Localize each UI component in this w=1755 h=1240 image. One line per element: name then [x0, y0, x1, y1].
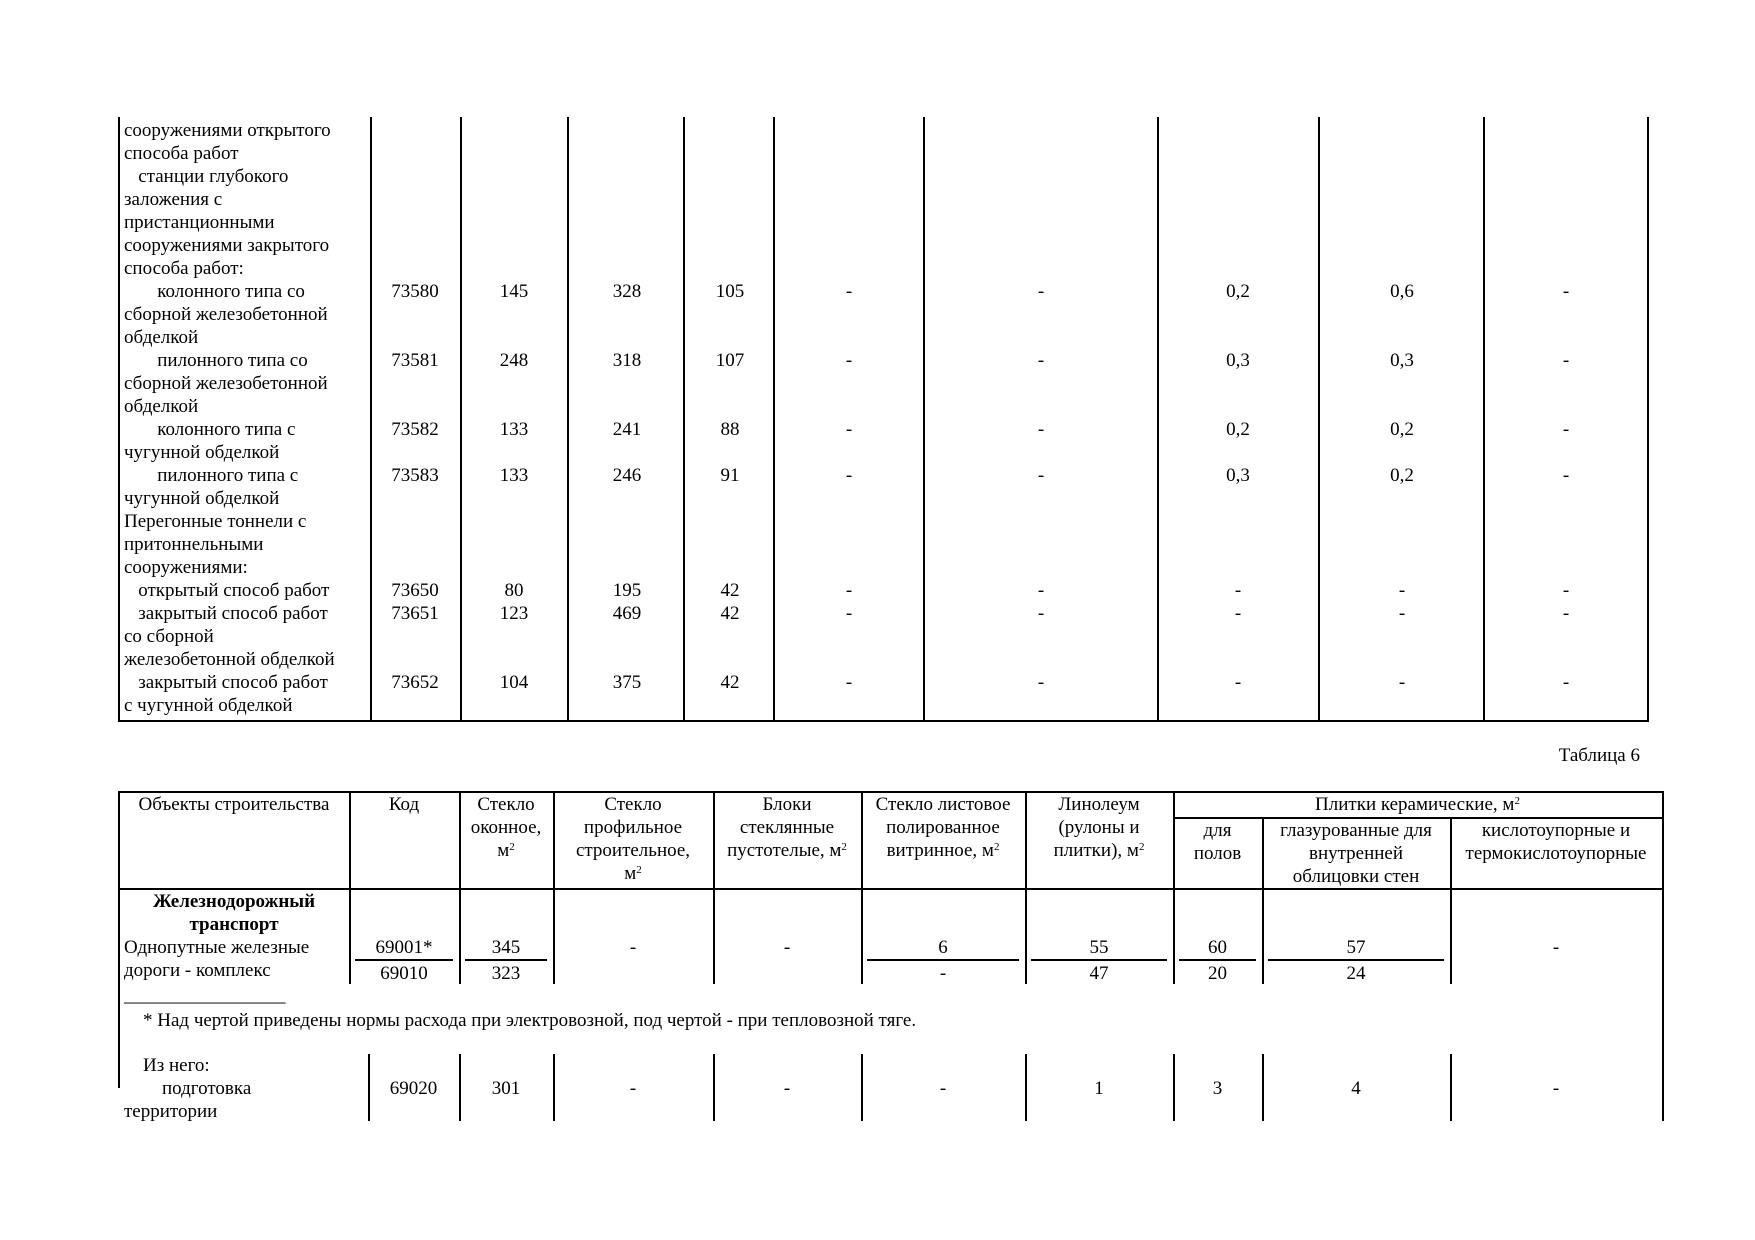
- table-border: [1262, 1054, 1264, 1121]
- fraction-bar: [867, 959, 1019, 961]
- header-line: Стекло: [477, 794, 535, 815]
- cell-value: -: [1398, 580, 1406, 601]
- row-name: [124, 936, 349, 982]
- cell-value: -: [845, 350, 853, 371]
- cell-value: 195: [612, 580, 642, 601]
- header-line: кислотоупорные и: [1481, 820, 1631, 841]
- header-line: полов: [1193, 843, 1242, 864]
- table-border: [713, 791, 715, 984]
- cell-value: -: [1234, 580, 1242, 601]
- row-name: [124, 510, 370, 579]
- unit-exponent: 2: [841, 841, 847, 853]
- cell-value: -: [1562, 465, 1570, 486]
- window-bottom: 323: [491, 963, 521, 984]
- cell-value: 145: [499, 281, 529, 302]
- fraction-bar: [355, 959, 453, 961]
- table-border: [861, 1054, 863, 1121]
- row-name: [124, 579, 370, 602]
- row-name-line: чугунной обделкой: [124, 442, 280, 463]
- table-border: [1173, 1054, 1175, 1121]
- cell-value: 246: [612, 465, 642, 486]
- floor-top: 60: [1208, 937, 1227, 958]
- cell-value: 0,3: [1390, 350, 1414, 371]
- table-border: [370, 117, 372, 720]
- row-name-line: способа работ: [124, 143, 239, 164]
- table-border: [459, 791, 461, 984]
- cell-value: -: [939, 1078, 947, 1099]
- row-name-line: сооружениями открытого: [124, 120, 331, 141]
- sheet-bottom: -: [939, 963, 947, 984]
- code-bottom: 69010: [380, 963, 428, 984]
- cell-value: 80: [504, 580, 524, 601]
- blocks-value: -: [783, 937, 791, 958]
- code-value: 73650: [391, 580, 439, 601]
- cell-value: 3: [1212, 1078, 1223, 1099]
- unit-exponent: 2: [636, 864, 642, 876]
- header-line: Линолеум: [1058, 794, 1140, 815]
- cell-value: 0,3: [1226, 465, 1250, 486]
- linoleum-bottom: 47: [1089, 963, 1109, 984]
- header-line: (рулоны и: [1058, 817, 1140, 838]
- cell-value: -: [1562, 281, 1570, 302]
- code-value: 73583: [391, 465, 439, 486]
- row-name: [124, 349, 370, 418]
- cell-value: -: [629, 1078, 637, 1099]
- row-name-line: открытый способ работ: [124, 580, 330, 601]
- table-border: [1025, 791, 1027, 984]
- cell-value: 105: [715, 281, 745, 302]
- row-name-line: обделкой: [124, 396, 199, 417]
- cell-value: 328: [612, 281, 642, 302]
- unit-exponent: 2: [993, 841, 1000, 853]
- cell-value: -: [845, 419, 853, 440]
- cell-value: -: [845, 603, 853, 624]
- fraction-bar: [1179, 959, 1256, 961]
- row-name-line: притоннельными: [124, 534, 264, 555]
- cell-value: -: [1037, 350, 1045, 371]
- cell-value: -: [1562, 350, 1570, 371]
- table-border: [118, 117, 120, 720]
- table-border: [1173, 817, 1663, 819]
- code-value: 73581: [391, 350, 439, 371]
- code-value: 73582: [391, 419, 439, 440]
- cell-value: -: [1037, 603, 1045, 624]
- header-line: для: [1203, 820, 1232, 841]
- cell-value: -: [1037, 419, 1045, 440]
- row-name-line: сооружениями:: [124, 557, 248, 578]
- row-name: [124, 464, 370, 510]
- row-name-line: сборной железобетонной: [124, 373, 328, 394]
- table-border: [1647, 117, 1649, 720]
- header-line: полированное: [886, 817, 1000, 838]
- row-name: [124, 1077, 349, 1123]
- table-border: [1318, 117, 1320, 720]
- cell-value: -: [845, 281, 853, 302]
- table-border: [1662, 791, 1664, 1121]
- header-tiles-glazed: [1262, 819, 1450, 888]
- cell-value: 4: [1351, 1078, 1361, 1099]
- cell-value: 91: [720, 465, 740, 486]
- header-line: Плитки керамические, м: [1315, 794, 1515, 815]
- table-border: [1262, 817, 1264, 984]
- header-line: пустотелые, м: [727, 840, 842, 861]
- linoleum-top: 55: [1089, 937, 1109, 958]
- header-line: глазурованные для: [1280, 820, 1432, 841]
- cell-value: -: [1562, 580, 1570, 601]
- row-name-line: колонного типа с: [124, 419, 296, 440]
- section-title-line: Железнодорожный: [152, 891, 316, 912]
- cell-value: -: [1562, 603, 1570, 624]
- cell-value: 0,3: [1226, 350, 1250, 371]
- row-name-line: закрытый способ работ: [124, 672, 328, 693]
- table-border: [861, 791, 863, 984]
- cell-value: 248: [499, 350, 529, 371]
- header-line: стеклянные: [739, 817, 835, 838]
- table-border: [713, 1054, 715, 1121]
- cell-value: -: [783, 1078, 791, 1099]
- row-name-line: станции глубокого: [124, 166, 289, 187]
- cell-value: 42: [720, 672, 740, 693]
- table-caption: Таблица 6: [1558, 745, 1640, 766]
- row-name-line: Перегонные тоннели с: [124, 511, 307, 532]
- table-border: [349, 791, 351, 984]
- cell-value: -: [1562, 419, 1570, 440]
- cell-value: 1: [1094, 1078, 1104, 1099]
- code-value: 73651: [391, 603, 439, 624]
- table-border: [773, 117, 775, 720]
- row-name-line: со сборной: [124, 626, 214, 647]
- table-border: [683, 117, 685, 720]
- row-name: [124, 671, 370, 717]
- cell-value: -: [1562, 672, 1570, 693]
- cell-value: -: [1398, 672, 1406, 693]
- row-name-line: с чугунной обделкой: [124, 695, 293, 716]
- cell-value: 42: [720, 580, 740, 601]
- row-name-line: сборной железобетонной: [124, 304, 328, 325]
- row-name-line: территории: [124, 1101, 218, 1122]
- table-border: [118, 720, 1649, 722]
- cell-value: -: [1037, 281, 1045, 302]
- cell-value: 123: [499, 603, 529, 624]
- table-border: [1025, 1054, 1027, 1121]
- header-tiles-acid: [1450, 819, 1662, 865]
- cell-value: -: [1037, 672, 1045, 693]
- table-border: [1483, 117, 1485, 720]
- header-tiles-floor: [1173, 819, 1262, 865]
- table-border: [553, 1054, 555, 1121]
- cell-value: 301: [491, 1078, 521, 1099]
- row-name-line: дороги - комплекс: [124, 960, 271, 981]
- row-name: [124, 418, 370, 464]
- cell-value: 0,6: [1390, 281, 1414, 302]
- row-name: [124, 280, 370, 349]
- cell-value: 88: [720, 419, 740, 440]
- table-border: [1157, 117, 1159, 720]
- row-name: [124, 119, 370, 165]
- unit-exponent: 2: [509, 841, 515, 853]
- code-top: 69001*: [375, 937, 433, 958]
- table-border: [923, 117, 925, 720]
- cell-value: 133: [499, 465, 529, 486]
- cell-value: -: [1234, 603, 1242, 624]
- cell-value: 0,2: [1226, 419, 1250, 440]
- table-border: [118, 791, 120, 1088]
- glazed-bottom: 24: [1346, 963, 1366, 984]
- header-line: плитки), м: [1053, 840, 1139, 861]
- table-border: [1173, 791, 1175, 984]
- cell-value: 133: [499, 419, 529, 440]
- fraction-bar: [1031, 959, 1167, 961]
- cell-value: -: [1552, 1078, 1560, 1099]
- section-title: [119, 890, 349, 936]
- cell-value: -: [1037, 465, 1045, 486]
- header-glass-blocks: [713, 793, 861, 862]
- table-border: [1450, 817, 1452, 984]
- cell-value: 375: [612, 672, 642, 693]
- fraction-bar: [1268, 959, 1444, 961]
- row-name-line: чугунной обделкой: [124, 488, 280, 509]
- glazed-top: 57: [1346, 937, 1366, 958]
- fraction-bar: [465, 959, 547, 961]
- row-name-line: пилонного типа с: [124, 465, 299, 486]
- cell-value: -: [1398, 603, 1406, 624]
- header-tiles-group: [1173, 793, 1662, 816]
- row-name: [124, 165, 370, 280]
- header-linoleum: [1025, 793, 1173, 862]
- acid-value: -: [1552, 937, 1560, 958]
- row-name-line: сооружениями закрытого: [124, 235, 330, 256]
- header-line: облицовки стен: [1292, 866, 1420, 887]
- row-name-line: подготовка: [162, 1078, 252, 1099]
- row-name-line: железобетонной обделкой: [124, 649, 335, 670]
- table-border: [459, 1054, 461, 1121]
- header-glass-profile: [553, 793, 713, 885]
- header-objects: Объекты строительства: [138, 794, 330, 815]
- header-line: Стекло листовое: [875, 794, 1011, 815]
- table-border: [567, 117, 569, 720]
- cell-value: -: [1234, 672, 1242, 693]
- footnote-rule: _________________: [124, 985, 286, 1006]
- cell-value: 0,2: [1390, 465, 1414, 486]
- cell-value: 104: [499, 672, 529, 693]
- section-title-line: транспорт: [189, 914, 279, 935]
- header-glass-sheet: [861, 793, 1025, 862]
- subhead: Из него:: [143, 1055, 210, 1076]
- sheet-top: 6: [938, 937, 948, 958]
- profile-value: -: [629, 937, 637, 958]
- header-line: внутренней: [1308, 843, 1404, 864]
- header-glass-window: [459, 793, 553, 862]
- code-value: 69020: [389, 1078, 438, 1099]
- cell-value: 241: [612, 419, 642, 440]
- floor-bottom: 20: [1208, 963, 1227, 984]
- row-name-line: пилонного типа со: [124, 350, 308, 371]
- header-line: профильное: [583, 817, 683, 838]
- cell-value: 42: [720, 603, 740, 624]
- cell-value: 469: [612, 603, 642, 624]
- cell-value: 318: [612, 350, 642, 371]
- unit-exponent: 2: [1138, 841, 1145, 853]
- row-name-line: обделкой: [124, 327, 199, 348]
- cell-value: -: [845, 465, 853, 486]
- window-top: 345: [491, 937, 521, 958]
- table-border: [553, 791, 555, 984]
- cell-value: 107: [715, 350, 745, 371]
- cell-value: -: [845, 672, 853, 693]
- header-line: м: [624, 863, 637, 884]
- footnote: * Над чертой приведены нормы расхода при электровозной, под чертой - при тепловозной тяге.: [143, 1010, 917, 1031]
- row-name-line: заложения с: [124, 189, 223, 210]
- cell-value: 0,2: [1390, 419, 1414, 440]
- header-line: строительное,: [575, 840, 691, 861]
- header-line: витринное, м: [886, 840, 994, 861]
- row-name-line: пристанционными: [124, 212, 275, 233]
- header-line: Блоки: [762, 794, 812, 815]
- table-border: [1450, 1054, 1452, 1121]
- code-value: 73652: [391, 672, 439, 693]
- cell-value: -: [845, 580, 853, 601]
- row-name-line: Однопутные железные: [124, 937, 310, 958]
- row-name-line: способа работ:: [124, 258, 244, 279]
- header-code: Код: [388, 794, 420, 815]
- code-value: 73580: [391, 281, 439, 302]
- header-line: м: [497, 840, 510, 861]
- cell-value: 0,2: [1226, 281, 1250, 302]
- table-border: [368, 1054, 370, 1121]
- header-line: термокислотоупорные: [1465, 843, 1647, 864]
- header-line: оконное,: [470, 817, 542, 838]
- table-border: [460, 117, 462, 720]
- cell-value: -: [1037, 580, 1045, 601]
- row-name: [124, 602, 370, 671]
- row-name-line: закрытый способ работ: [124, 603, 328, 624]
- unit-exponent: 2: [1514, 795, 1520, 807]
- row-name-line: колонного типа со: [124, 281, 305, 302]
- header-line: Стекло: [604, 794, 662, 815]
